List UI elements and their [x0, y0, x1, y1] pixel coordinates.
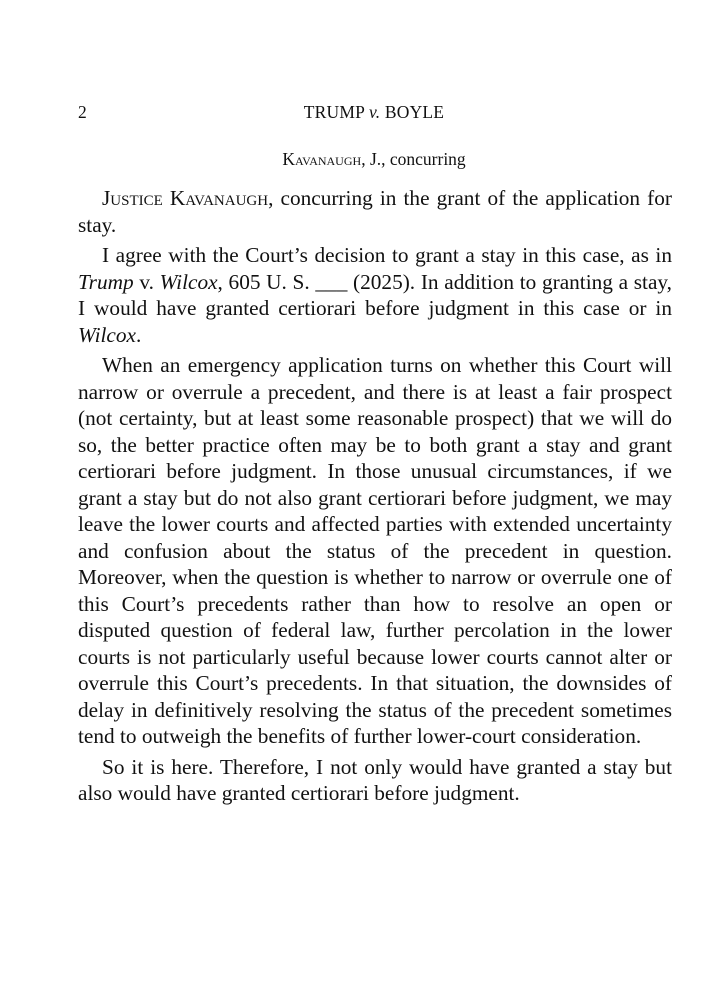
paragraph	[78, 754, 672, 807]
paragraph-text-segment: Wilcox	[78, 322, 136, 347]
paragraph-text-segment: .	[135, 322, 142, 347]
paragraph-text-segment: Justice Kavanaugh	[102, 186, 269, 210]
paragraph-text-segment: I agree with the Court’s decision to grant a stay in this case, as in	[102, 243, 672, 267]
caption-party-2: BOYLE	[384, 102, 445, 122]
page-number: 2	[78, 102, 87, 122]
case-caption	[78, 100, 670, 124]
opinion-suffix: , J., concurring	[361, 149, 466, 169]
opinion-author: Kavanaugh	[282, 149, 362, 169]
paragraph-text-segment: , concurring in the grant of the application for stay.	[78, 186, 672, 237]
paragraph-text-segment: , 605 U. S. ___ (2025). In addition to granting a stay, I would have granted certiorari before judgment in this case or in	[78, 269, 672, 320]
opinion-label	[78, 147, 670, 171]
paragraph-text-segment: So it is here. Therefore, I not only would have granted a stay but also would have granted certiorari before judgment.	[78, 754, 672, 805]
caption-party-1: TRUMP	[303, 102, 365, 122]
paragraph-text-segment: Wilcox	[159, 269, 218, 294]
opinion-body	[78, 185, 672, 811]
paragraph	[78, 352, 672, 750]
paragraph-text-segment: Trump	[78, 269, 134, 294]
paragraph-text-segment: When an emergency application turns on whether this Court will narrow or overrule a precedent, and there is at least a fair prospect (not certainty, but at least some reasonable prospect) that we will do so, the better practice often may be to both grant a stay and grant certiorari before judgment. In those unusual circumstances, if we grant a stay but do not also grant certiorari before judgment, we may leave the lower courts and affected parties with extended uncertainty and confusion about the status of the precedent in question. Moreover, when the question is whether to narrow or overrule one of this Court’s precedents rather than how to resolve an open or disputed question of federal law, further percolation in the lower courts is not particularly useful because lower courts cannot alter or overrule this Court’s precedents. In that situation, the downsides of delay in definitively resolving the status of the precedent sometimes tend to outweigh the benefits of further lower-court consideration.	[78, 353, 672, 748]
caption-versus: v.	[369, 102, 381, 122]
paragraph-text-segment: v.	[133, 269, 160, 294]
paragraph	[78, 185, 672, 238]
running-head	[78, 100, 670, 124]
paragraph	[78, 242, 672, 348]
